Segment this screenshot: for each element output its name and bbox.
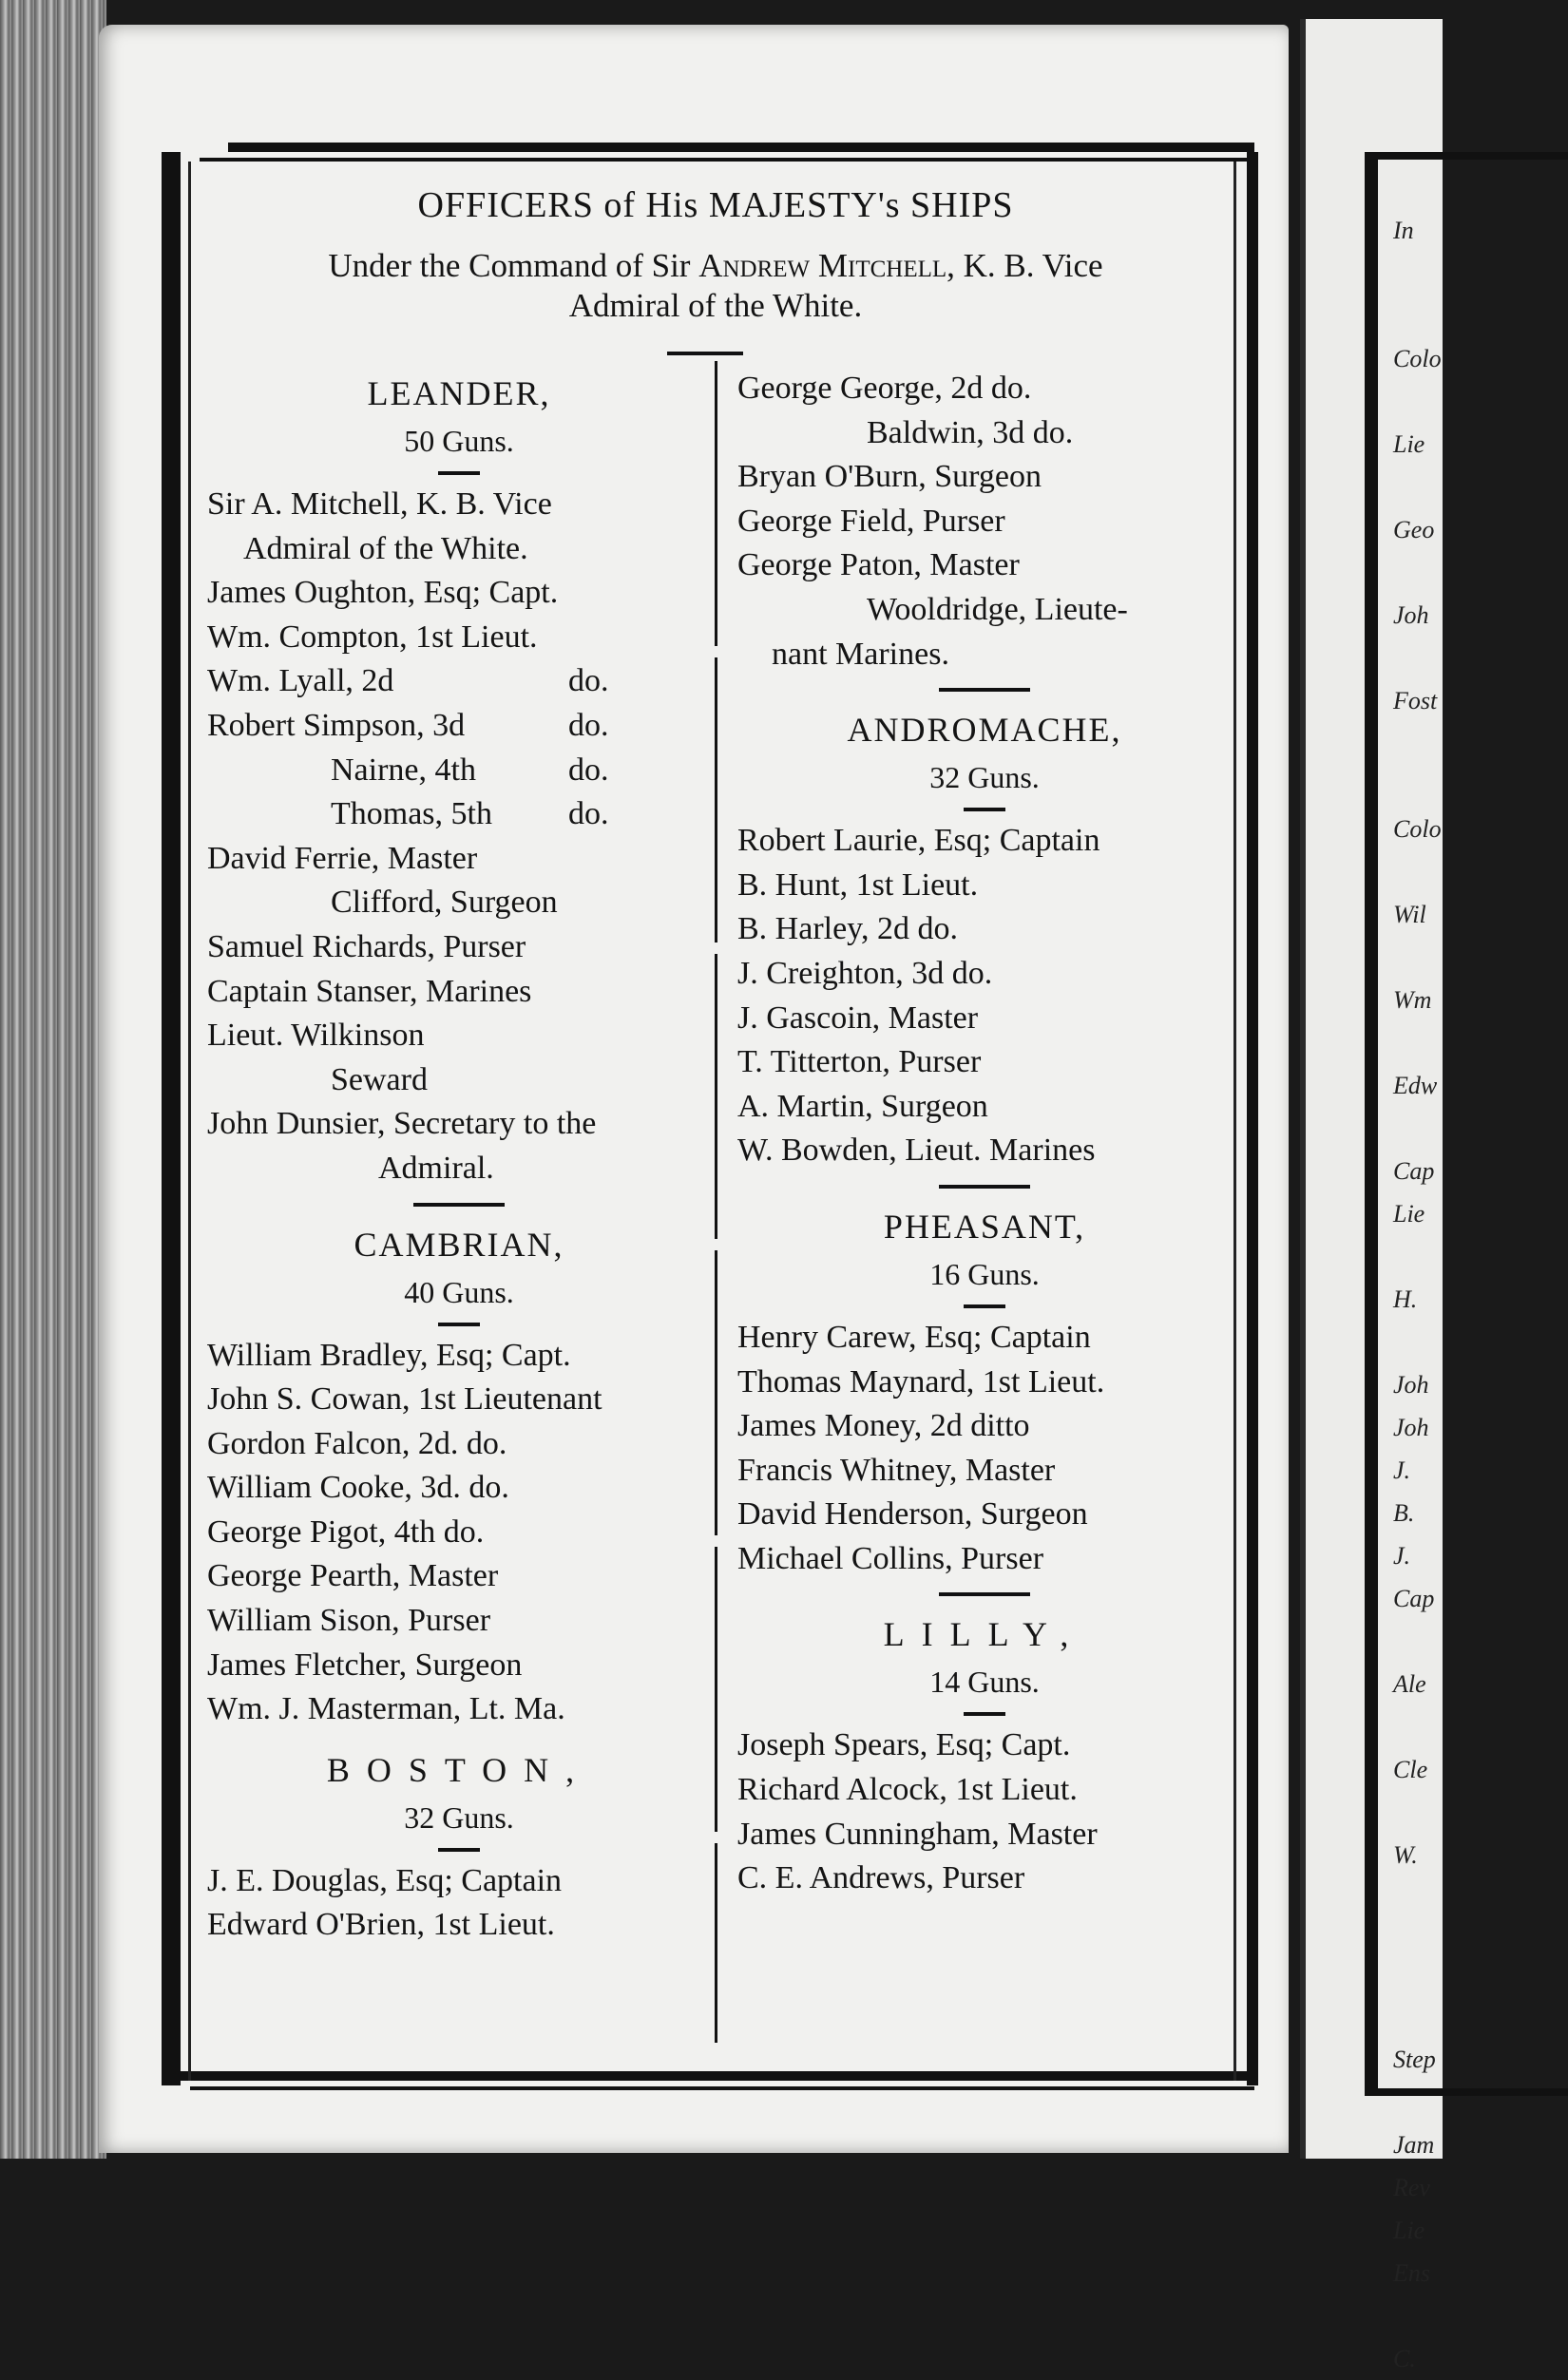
- section-rule: [207, 464, 711, 483]
- officer-line: Wm. Compton, 1st Lieut.: [207, 619, 538, 655]
- facing-fragment: Lie: [1393, 1200, 1425, 1228]
- officer-line: T. Titterton, Purser: [737, 1044, 982, 1080]
- officer-line: Thomas Maynard, 1st Lieut.: [737, 1363, 1105, 1399]
- officer-line: J. Gascoin, Master: [737, 1000, 979, 1036]
- officer-ditto: do.: [568, 707, 609, 743]
- subtitle-suffix: , K. B. Vice: [947, 247, 1103, 284]
- officer-line: C. E. Andrews, Purser: [737, 1860, 1025, 1896]
- officer-line: B. Hunt, 1st Lieut.: [737, 866, 979, 903]
- section-rule: [737, 800, 1232, 819]
- officer-line: [207, 704, 711, 749]
- officer-line: David Henderson, Surgeon: [737, 1496, 1088, 1533]
- facing-fragment: In: [1393, 217, 1414, 244]
- left-column: [207, 369, 711, 1948]
- facing-fragment: Cap: [1393, 1157, 1435, 1185]
- officer-line: Samuel Richards, Purser: [207, 928, 526, 964]
- officer-line: James Oughton, Esq; Capt.: [207, 575, 559, 611]
- facing-fragment: Rev: [1393, 2174, 1430, 2201]
- facing-fragment: Wm: [1393, 986, 1432, 1014]
- officer-line: A. Martin, Surgeon: [737, 1088, 988, 1124]
- officer-line: John Dunsier, Secretary to the: [207, 1106, 597, 1142]
- facing-fragment: Lie: [1393, 430, 1425, 458]
- section-gap: [207, 1732, 711, 1745]
- commander-name: Andrew Mitchell: [698, 247, 947, 284]
- officer-line: Sir A. Mitchell, K. B. Vice: [207, 486, 552, 522]
- officer-line: David Ferrie, Master: [207, 840, 478, 876]
- ship-name-andromache: ANDROMACHE,: [847, 711, 1122, 750]
- page-title: OFFICERS of His MAJESTY's SHIPS: [417, 185, 1014, 225]
- column-divider: [715, 361, 717, 2043]
- officer-line: Wooldridge, Lieute-: [867, 591, 1128, 627]
- facing-fragment: Ens: [1393, 2259, 1430, 2287]
- officer-line: Bryan O'Burn, Surgeon: [737, 459, 1042, 495]
- officer-line: Richard Alcock, 1st Lieut.: [737, 1772, 1078, 1808]
- facing-fragment: Joh: [1393, 1414, 1429, 1441]
- facing-fragment: Joh: [1393, 1371, 1429, 1399]
- officer-line: George Pearth, Master: [207, 1558, 499, 1594]
- officer-name: Wm. Lyall, 2d: [207, 663, 394, 699]
- officer-line: George Pigot, 4th do.: [207, 1514, 485, 1550]
- facing-fragment: H.: [1393, 1285, 1418, 1313]
- ship-guns-andromache: 32 Guns.: [929, 760, 1040, 795]
- officer-name: Thomas, 5th: [331, 796, 492, 832]
- ship-guns-lilly: 14 Guns.: [929, 1665, 1040, 1700]
- frame-left-rule: [162, 152, 181, 2085]
- facing-fragment: Step: [1393, 2046, 1436, 2073]
- officer-name: Nairne, 4th: [331, 752, 476, 788]
- officer-line: Wm. J. Masterman, Lt. Ma.: [207, 1691, 565, 1727]
- facing-fragment: J.: [1393, 1457, 1411, 1484]
- facing-fragment: Edw: [1393, 1072, 1438, 1099]
- facing-fragment: B.: [1393, 1499, 1415, 1527]
- section-rule: [737, 1297, 1232, 1316]
- frame-right-thin-rule: [1233, 162, 1236, 2081]
- officer-line: John S. Cowan, 1st Lieutenant: [207, 1381, 602, 1418]
- subtitle-prefix: Under the Command of Sir: [328, 247, 691, 284]
- officer-line: George Field, Purser: [737, 503, 1005, 539]
- facing-fragment: J.: [1393, 1542, 1411, 1570]
- ship-guns-cambrian: 40 Guns.: [404, 1274, 514, 1309]
- section-rule: [737, 1704, 1232, 1723]
- officer-line: Seward: [331, 1061, 428, 1097]
- officer-line: J. Creighton, 3d do.: [737, 955, 993, 991]
- facing-page-text: [1393, 209, 1450, 2380]
- officer-line: Baldwin, 3d do.: [867, 414, 1074, 450]
- facing-fragment: Lie: [1393, 2217, 1425, 2244]
- officer-line: William Cooke, 3d. do.: [207, 1470, 509, 1506]
- facing-fragment: Fost: [1393, 687, 1438, 714]
- ship-name-cambrian: CAMBRIAN,: [354, 1225, 564, 1264]
- subtitle-line-2: Admiral of the White.: [568, 287, 863, 324]
- frame-top-thin-rule: [200, 158, 1254, 162]
- facing-fragment: Cap: [1393, 1585, 1435, 1612]
- officer-line: J. E. Douglas, Esq; Captain: [207, 1862, 563, 1898]
- ship-name-lilly: LILLY,: [883, 1615, 1086, 1654]
- officer-name: Robert Simpson, 3d: [207, 707, 466, 743]
- right-column: [737, 367, 1232, 1901]
- officer-line: James Cunningham, Master: [737, 1816, 1098, 1852]
- frame-bottom-thin-rule: [190, 2086, 1254, 2090]
- officer-ditto: do.: [568, 752, 609, 788]
- facing-fragment: Colo: [1393, 345, 1442, 372]
- ship-guns-leander: 50 Guns.: [404, 424, 514, 458]
- officer-line: Joseph Spears, Esq; Capt.: [737, 1727, 1071, 1763]
- frame-right-rule: [1247, 152, 1258, 2085]
- officer-line: [207, 659, 711, 704]
- officer-line: William Bradley, Esq; Capt.: [207, 1337, 571, 1373]
- officer-ditto: do.: [568, 796, 609, 832]
- section-rule: [737, 1581, 1232, 1609]
- frame-top-rule: [228, 143, 1254, 152]
- frame-left-thin-rule: [188, 162, 191, 2081]
- officer-line: [207, 792, 711, 837]
- facing-fragment: Colo: [1393, 815, 1442, 843]
- ship-name-pheasant: PHEASANT,: [883, 1207, 1086, 1246]
- facing-fragment: C.: [1393, 2345, 1416, 2372]
- ship-name-leander: LEANDER,: [367, 374, 551, 412]
- officer-line: Admiral of the White.: [243, 530, 528, 566]
- ship-name-boston: BOSTON,: [326, 1750, 592, 1789]
- officer-line: Edward O'Brien, 1st Lieut.: [207, 1907, 555, 1943]
- ship-guns-boston: 32 Guns.: [404, 1799, 514, 1835]
- frame-bottom-rule: [181, 2071, 1254, 2081]
- officers-list: [200, 171, 1232, 2062]
- officer-line: Michael Collins, Purser: [737, 1540, 1044, 1576]
- officer-line: Gordon Falcon, 2d. do.: [207, 1425, 507, 1461]
- ship-guns-pheasant: 16 Guns.: [929, 1256, 1040, 1291]
- section-rule: [737, 1173, 1232, 1202]
- officer-line: Captain Stanser, Marines: [207, 973, 532, 1009]
- section-rule: [207, 1840, 711, 1859]
- officer-line: [207, 749, 711, 793]
- officer-line: Francis Whitney, Master: [737, 1452, 1056, 1488]
- officer-line: James Fletcher, Surgeon: [207, 1647, 523, 1683]
- facing-fragment: Geo: [1393, 516, 1435, 543]
- officer-line: Robert Laurie, Esq; Captain: [737, 823, 1100, 859]
- facing-fragment: Cle: [1393, 1756, 1428, 1783]
- section-rule: [207, 1191, 711, 1220]
- officer-line: Lieut. Wilkinson: [207, 1018, 425, 1054]
- officer-line: William Sison, Purser: [207, 1603, 491, 1639]
- section-rule: [737, 676, 1232, 705]
- officer-line: James Money, 2d ditto: [737, 1408, 1030, 1444]
- facing-fragment: Ale: [1393, 1670, 1426, 1698]
- title-rule: [667, 352, 743, 355]
- facing-fragment: W.: [1393, 1841, 1418, 1869]
- officer-line: Henry Carew, Esq; Captain: [737, 1319, 1091, 1355]
- facing-page: [1300, 19, 1443, 2372]
- officer-line: George Paton, Master: [737, 547, 1020, 583]
- facing-fragment: Joh: [1393, 601, 1429, 629]
- officer-line: Clifford, Surgeon: [331, 885, 558, 921]
- subtitle-line-1: [200, 247, 1232, 285]
- facing-fragment: Jam: [1393, 2131, 1435, 2159]
- officer-line: George George, 2d do.: [737, 371, 1032, 406]
- page-stack-edge: [0, 0, 106, 2159]
- officer-line: Admiral.: [378, 1150, 494, 1186]
- officer-line: nant Marines.: [772, 636, 949, 672]
- facing-fragment: Wil: [1393, 901, 1426, 928]
- officer-ditto: do.: [568, 663, 609, 699]
- officer-line: W. Bowden, Lieut. Marines: [737, 1133, 1096, 1169]
- officer-line: B. Harley, 2d do.: [737, 911, 958, 947]
- section-rule: [207, 1315, 711, 1334]
